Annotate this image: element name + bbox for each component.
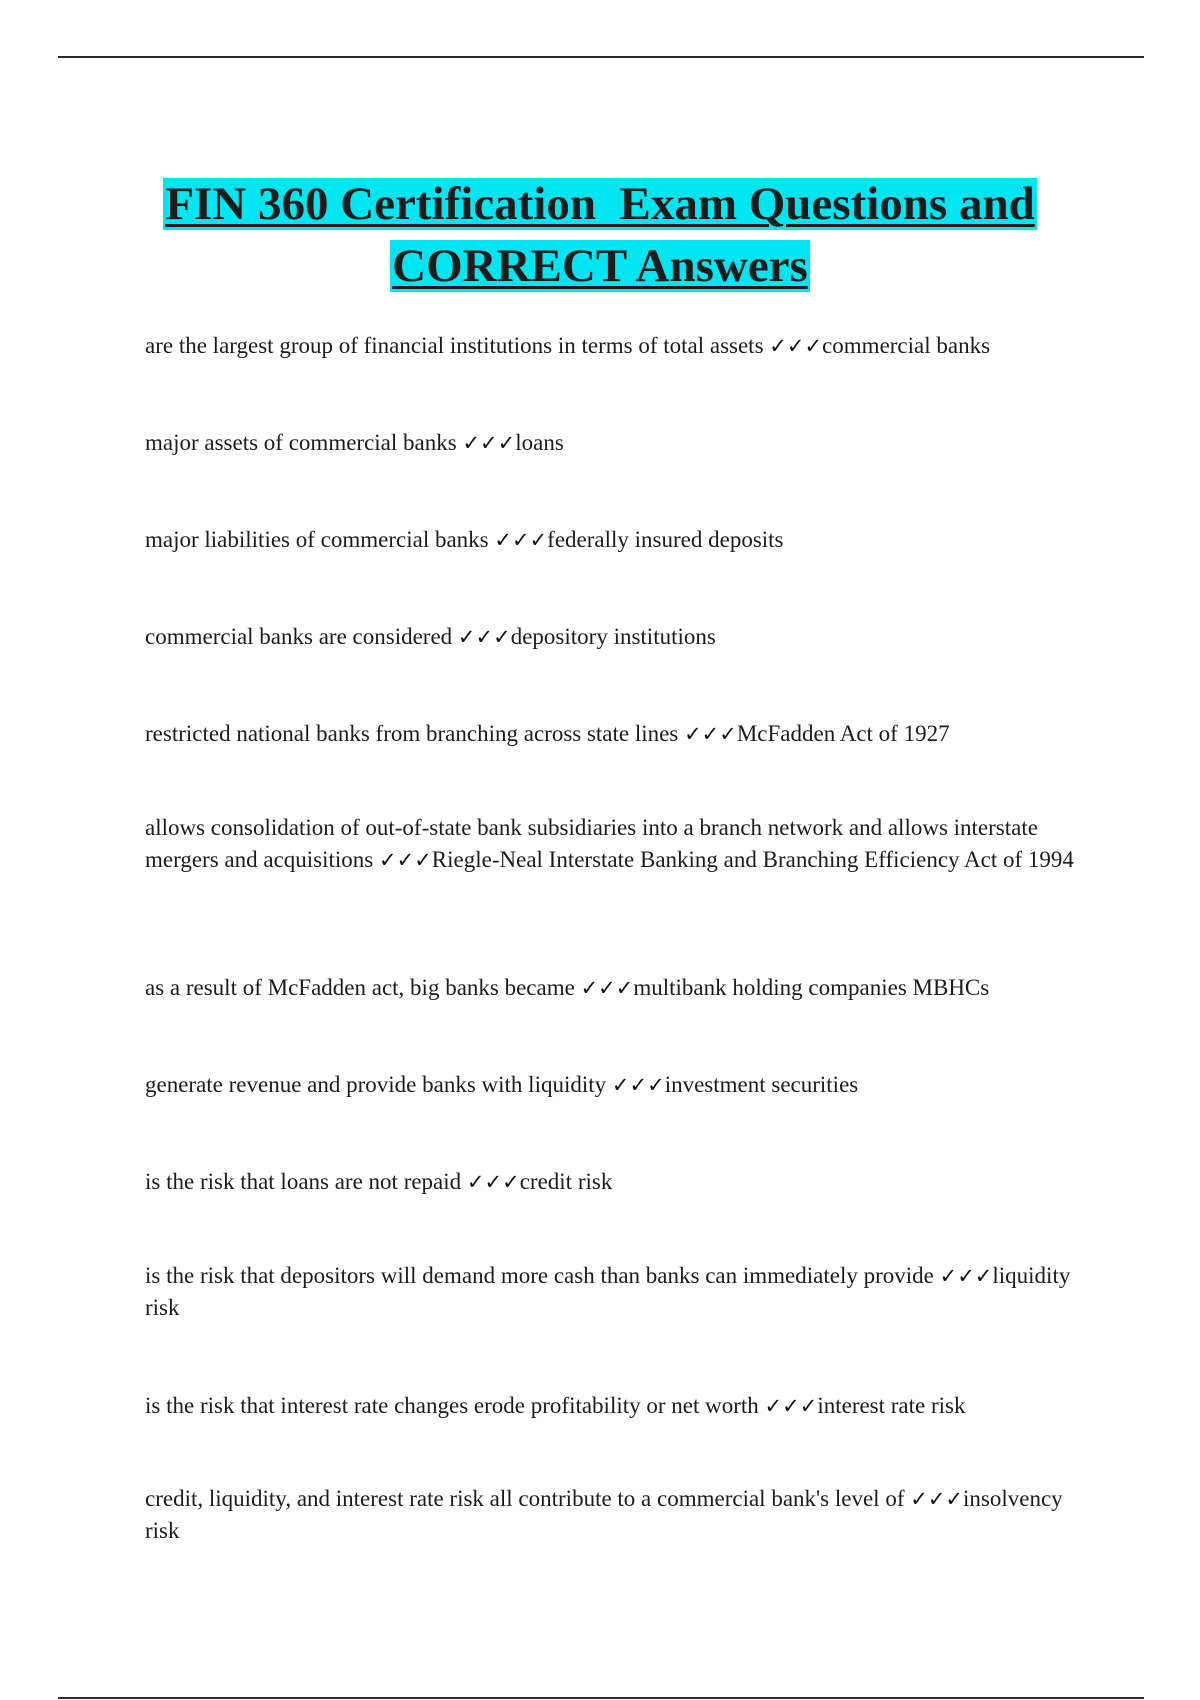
answer-text: Riegle-Neal Interstate Banking and Branching Efficiency Act of 1994 xyxy=(431,847,1074,872)
list-item xyxy=(145,1166,1075,1198)
question-text: allows consolidation of out-of-state bank subsidiaries into a branch network and allows interstate mergers and acquisitions xyxy=(145,815,1038,872)
answer-text: McFadden Act of 1927 xyxy=(736,721,950,746)
check-icon: ✓✓✓ xyxy=(379,848,432,872)
answer-text: insolvency risk xyxy=(145,1486,1063,1543)
list-item xyxy=(145,621,1075,653)
question-text: is the risk that interest rate changes erode profitability or net worth xyxy=(145,1393,765,1418)
title-line-1: FIN 360 Certification Exam Questions and xyxy=(165,178,1035,231)
bottom-rule xyxy=(58,1697,1144,1699)
list-item xyxy=(145,1390,1075,1422)
list-item xyxy=(145,718,1075,750)
question-text: is the risk that depositors will demand more cash than banks can immediately provide xyxy=(145,1263,940,1288)
check-icon: ✓✓✓ xyxy=(462,431,516,455)
question-text: major liabilities of commercial banks xyxy=(145,527,495,552)
check-icon: ✓✓✓ xyxy=(684,722,737,746)
question-text: is the risk that loans are not repaid xyxy=(145,1169,467,1194)
check-icon: ✓✓✓ xyxy=(769,334,823,358)
list-item xyxy=(145,1260,1075,1324)
question-text: major assets of commercial banks xyxy=(145,430,463,455)
answer-text: federally insured deposits xyxy=(547,527,784,552)
top-rule xyxy=(58,56,1144,58)
check-icon: ✓✓✓ xyxy=(910,1487,964,1511)
check-icon: ✓✓✓ xyxy=(580,976,634,1000)
question-text: are the largest group of financial institutions in terms of total assets xyxy=(145,333,770,358)
answer-text: investment securities xyxy=(664,1072,859,1097)
answer-text: interest rate risk xyxy=(817,1393,966,1418)
list-item xyxy=(145,1483,1075,1547)
list-item xyxy=(145,524,1075,556)
title-line-2: CORRECT Answers xyxy=(392,240,808,293)
answer-text: multibank holding companies MBHCs xyxy=(633,975,990,1000)
list-item xyxy=(145,427,1075,459)
question-text: restricted national banks from branching across state lines xyxy=(145,721,685,746)
document-title xyxy=(100,173,1100,297)
question-text: credit, liquidity, and interest rate risk all contribute to a commercial bank's level of xyxy=(145,1486,911,1511)
answer-text: liquidity risk xyxy=(145,1263,1071,1320)
check-icon: ✓✓✓ xyxy=(466,1170,520,1194)
list-item xyxy=(145,330,1075,362)
check-icon: ✓✓✓ xyxy=(939,1264,993,1288)
check-icon: ✓✓✓ xyxy=(611,1073,665,1097)
check-icon: ✓✓✓ xyxy=(764,1394,818,1418)
answer-text: commercial banks xyxy=(822,333,991,358)
check-icon: ✓✓✓ xyxy=(457,625,511,649)
question-text: commercial banks are considered xyxy=(145,624,458,649)
answer-text: loans xyxy=(515,430,564,455)
list-item xyxy=(145,972,1075,1004)
answer-text: credit risk xyxy=(519,1169,613,1194)
check-icon: ✓✓✓ xyxy=(494,528,548,552)
question-text: generate revenue and provide banks with liquidity xyxy=(145,1072,612,1097)
question-text: as a result of McFadden act, big banks became xyxy=(145,975,581,1000)
answer-text: depository institutions xyxy=(510,624,716,649)
list-item xyxy=(145,812,1075,876)
list-item xyxy=(145,1069,1075,1101)
